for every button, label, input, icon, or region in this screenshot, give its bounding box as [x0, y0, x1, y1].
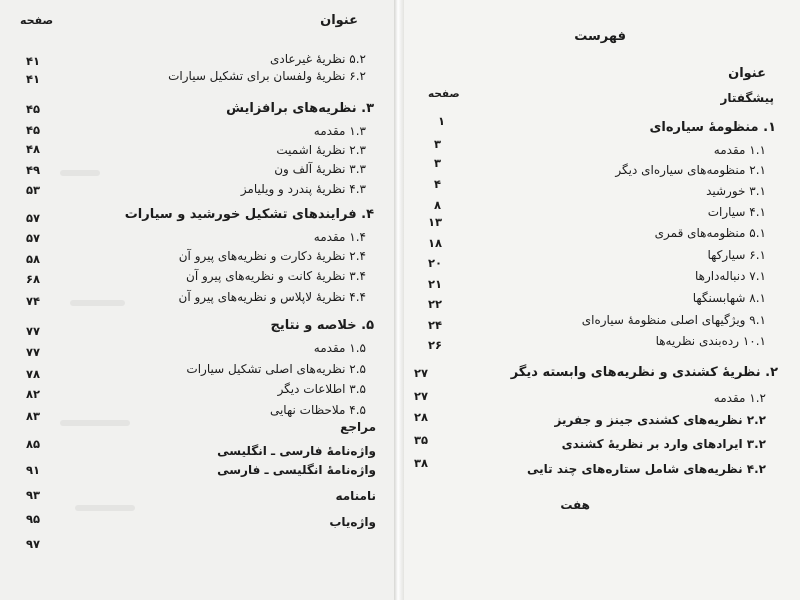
page-number-footer: هفت: [560, 498, 590, 512]
toc-frontmatter: پیشگفتار: [720, 91, 774, 105]
toc-entry-page: ۴۵: [26, 102, 41, 116]
toc-backmatter: مراجع: [340, 420, 376, 434]
toc-entry-page: ۸۲: [26, 387, 41, 401]
toc-entry: ۴.۳ نظریهٔ پندرد و ویلیامز: [240, 182, 366, 196]
toc-entry-page: ۳: [434, 137, 442, 151]
toc-entry: ۴.۲ نظریه‌های شامل ستاره‌های چند تایی: [527, 462, 766, 476]
toc-entry-page: ۸: [434, 198, 442, 212]
toc-entry: ۱.۲ مقدمه: [713, 391, 766, 405]
left-page: [0, 0, 394, 600]
toc-entry-page: ۸۳: [26, 409, 41, 423]
toc-entry-page: ۵۳: [26, 183, 41, 197]
toc-entry: ۱.۴ مقدمه: [313, 230, 366, 244]
toc-entry-page: ۸۵: [26, 437, 41, 451]
toc-entry-page: ۲۰: [428, 256, 443, 270]
book-gutter: [394, 0, 404, 600]
toc-entry-page: ۲۷: [414, 389, 429, 403]
contents-heading: فهرست: [574, 29, 626, 44]
toc-entry: ۱.۱ مقدمه: [713, 143, 766, 157]
toc-entry-page: ۲۱: [428, 277, 443, 291]
toc-chapter: ۵. خلاصه و نتایج: [270, 318, 374, 333]
toc-backmatter: واژه‌نامهٔ انگلیسی ـ فارسی: [217, 463, 376, 477]
toc-entry-page: ۹۷: [26, 537, 41, 551]
toc-entry-page: ۵۷: [26, 211, 41, 225]
toc-backmatter: نامنامه: [335, 489, 376, 503]
toc-entry: ۴.۴ نظریهٔ لاپلاس و نظریه‌های پیرو آن: [178, 290, 366, 304]
toc-entry-page: ۷۴: [26, 294, 41, 308]
toc-entry-page: ۳۸: [414, 456, 429, 470]
toc-entry-page: ۴۱: [26, 72, 41, 86]
toc-entry: ۸.۱ شهابسنگها: [692, 291, 766, 305]
toc-entry: ۲.۴ نظریهٔ دکارت و نظریه‌های پیرو آن: [178, 249, 366, 263]
page-column-header: صفحه: [20, 14, 54, 27]
toc-entry-page: ۲۲: [428, 297, 443, 311]
toc-entry: ۱۰.۱ رده‌بندی نظریه‌ها: [655, 334, 766, 348]
toc-entry-page: ۲۷: [414, 366, 429, 380]
toc-entry-page: ۷۷: [26, 324, 41, 338]
toc-title-column-header: عنوان: [728, 66, 766, 81]
page-column-header: صفحه: [428, 88, 460, 100]
toc-backmatter: واژه‌یاب: [329, 515, 376, 529]
toc-entry: ۳.۱ خورشید: [706, 184, 766, 198]
toc-entry-page: ۲۸: [414, 410, 429, 424]
toc-entry: ۳.۵ اطلاعات دیگر: [277, 382, 366, 396]
toc-entry: ۳.۲ ایرادهای وارد بر نظریهٔ کشندی: [561, 437, 766, 451]
toc-entry: ۳.۴ نظریهٔ کانت و نظریه‌های پیرو آن: [186, 269, 366, 283]
toc-entry-page: ۴۹: [26, 163, 41, 177]
toc-entry-page: ۶۸: [26, 272, 41, 286]
toc-entry: ۲.۱ منظومه‌های سیاره‌ای دیگر: [615, 163, 766, 177]
toc-entry: ۶.۲ نظریهٔ ولفسان برای تشکیل سیارات: [168, 69, 366, 83]
toc-entry-page: ۷۷: [26, 345, 41, 359]
toc-entry-page: ۱: [438, 114, 446, 128]
toc-entry-page: ۹۵: [26, 512, 41, 526]
toc-entry-page: ۳: [434, 156, 442, 170]
toc-entry: ۲.۳ نظریهٔ اشمیت: [276, 143, 366, 157]
toc-entry-page: ۵۷: [26, 231, 41, 245]
toc-entry-page: ۳۵: [414, 433, 429, 447]
toc-entry-page: ۲۴: [428, 318, 443, 332]
toc-entry-page: ۹۱: [26, 463, 41, 477]
toc-chapter: ۲. نظریهٔ کشندی و نظریه‌های وابسته دیگر: [510, 365, 778, 380]
toc-entry-page: ۹۳: [26, 488, 41, 502]
toc-entry-page: ۷۸: [26, 367, 41, 381]
toc-entry: ۵.۱ منظومه‌های قمری: [654, 226, 766, 240]
toc-entry-page: ۱۳: [428, 215, 443, 229]
toc-entry: ۲.۵ نظریه‌های اصلی تشکیل سیارات: [186, 362, 366, 376]
toc-entry: ۱.۳ مقدمه: [313, 124, 366, 138]
toc-entry: ۱.۵ مقدمه: [313, 341, 366, 355]
toc-entry: ۹.۱ ویژگیهای اصلی منظومهٔ سیاره‌ای: [581, 313, 766, 327]
toc-entry-page: ۴۱: [26, 54, 41, 68]
toc-entry-page: ۴۸: [26, 142, 41, 156]
toc-entry-page: ۱۸: [428, 236, 443, 250]
toc-chapter: ۳. نظریه‌های برافزایش: [226, 101, 374, 116]
toc-entry: ۴.۱ سیارات: [707, 205, 766, 219]
toc-entry: ۳.۳ نظریهٔ آلف ون: [274, 162, 366, 176]
toc-entry-page: ۵۸: [26, 252, 41, 266]
toc-entry: ۷.۱ دنباله‌دارها: [694, 269, 766, 283]
toc-chapter: ۱. منظومهٔ سیاره‌ای: [649, 120, 776, 135]
toc-title-column-header: عنوان: [320, 13, 358, 28]
toc-backmatter: واژه‌نامهٔ فارسی ـ انگلیسی: [217, 444, 376, 458]
toc-entry-page: ۴۵: [26, 123, 41, 137]
toc-entry: ۶.۱ سیارکها: [707, 248, 766, 262]
right-page: [404, 0, 800, 600]
toc-entry: ۴.۵ ملاحظات نهایی: [269, 403, 366, 417]
toc-entry-page: ۴: [434, 177, 442, 191]
toc-entry-page: ۲۶: [428, 338, 443, 352]
toc-entry: ۵.۲ نظریهٔ غیرعادی: [270, 52, 366, 66]
toc-chapter: ۴. فرایندهای تشکیل خورشید و سیارات: [124, 207, 374, 222]
toc-entry: ۲.۲ نظریه‌های کشندی جینز و جفریز: [554, 413, 766, 427]
